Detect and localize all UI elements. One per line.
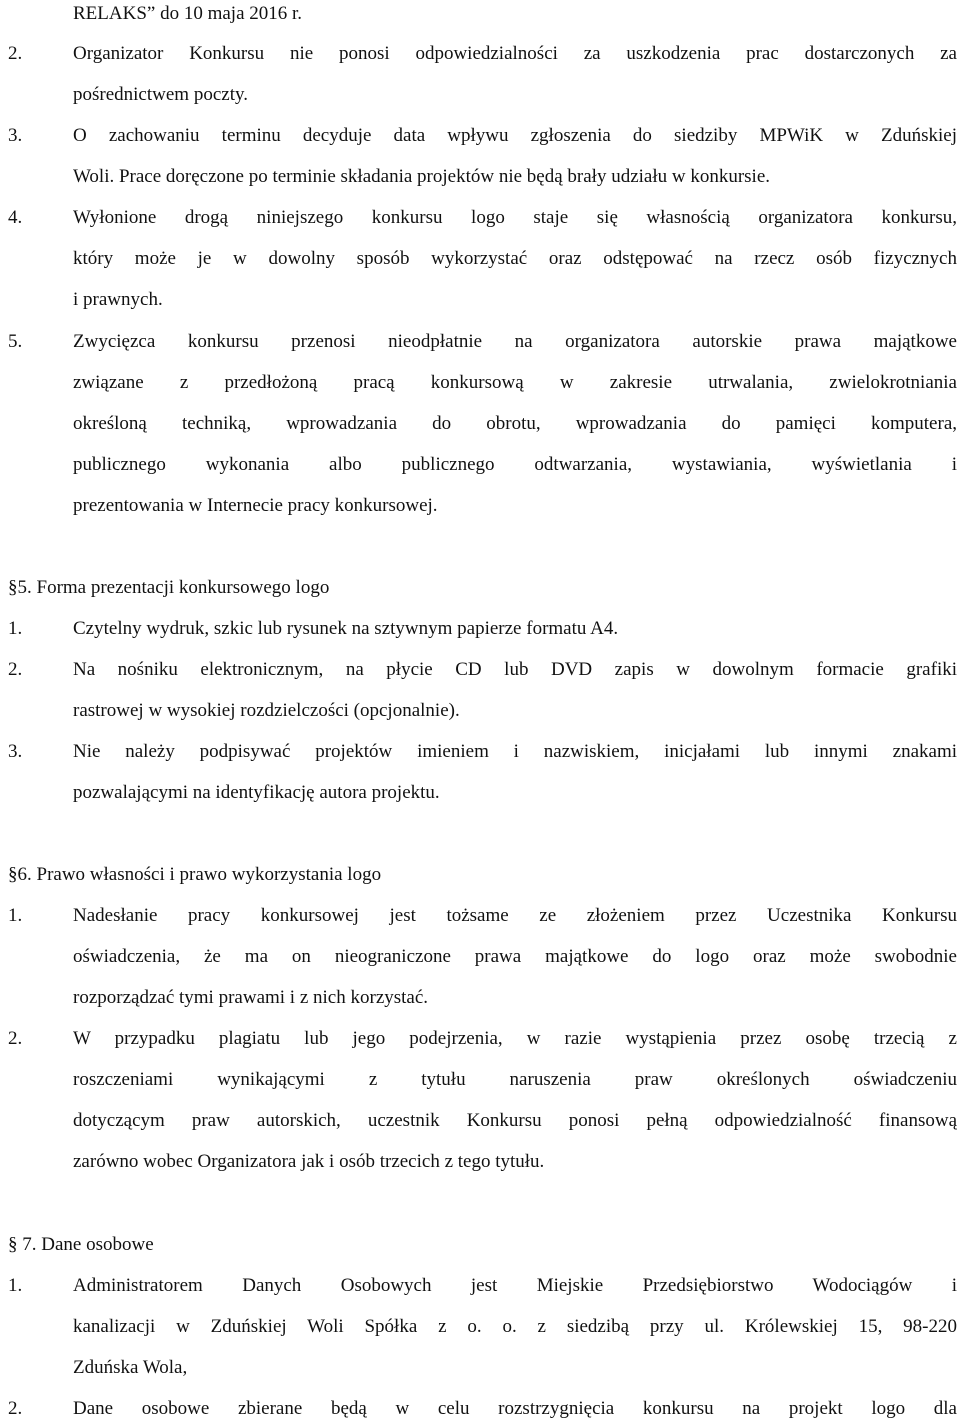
- item-text-line: prezentowania w Internecie pracy konkursowej.: [73, 495, 438, 516]
- item-text-line: Czytelny wydruk, szkic lub rysunek na sztywnym papierze formatu A4.: [73, 618, 619, 639]
- item-number: 2.: [8, 43, 23, 64]
- item-number: 4.: [8, 207, 23, 228]
- item-text-line: Zduńska Wola,: [73, 1357, 188, 1378]
- section-7-heading: § 7. Dane osobowe: [8, 1234, 154, 1255]
- item-text-line: Dane osobowe zbierane będą w celu rozstrzygnięcia konkursu na projekt logo dla: [73, 1398, 957, 1419]
- item-text-line: oświadczenia, że ma on nieograniczone prawa majątkowe do logo oraz może swobodnie: [73, 946, 957, 967]
- item-text-line: Nadesłanie pracy konkursowej jest tożsame ze złożeniem przez Uczestnika Konkursu: [73, 905, 957, 926]
- item-text-line: Organizator Konkursu nie ponosi odpowiedzialności za uszkodzenia prac dostarczonych za: [73, 43, 957, 64]
- item-text-line: pośrednictwem poczty.: [73, 84, 248, 105]
- item-number: 3.: [8, 125, 23, 146]
- item-number: 2.: [8, 1028, 23, 1049]
- item-text-line: Wyłonione drogą niniejszego konkursu logo staje się własnością organizatora konkursu,: [73, 207, 957, 228]
- item-text-line: określoną techniką, wprowadzania do obrotu, wprowadzania do pamięci komputera,: [73, 413, 957, 434]
- section-6-heading: §6. Prawo własności i prawo wykorzystania logo: [8, 864, 382, 885]
- item-text-line: O zachowaniu terminu decyduje data wpływu zgłoszenia do siedziby MPWiK w Zduńskiej: [73, 125, 957, 146]
- item-text-line: związane z przedłożoną pracą konkursową w zakresie utrwalania, zwielokrotniania: [73, 372, 957, 393]
- item-text-line: publicznego wykonania albo publicznego odtwarzania, wystawiania, wyświetlania i: [73, 454, 957, 475]
- item-number: 3.: [8, 741, 23, 762]
- item-text-line: W przypadku plagiatu lub jego podejrzenia, w razie wystąpienia przez osobę trzecią z: [73, 1028, 957, 1049]
- item-number: 5.: [8, 331, 23, 352]
- item-text-line: Zwycięzca konkursu przenosi nieodpłatnie na organizatora autorskie prawa majątkowe: [73, 331, 957, 352]
- item-number: 1.: [8, 1275, 23, 1296]
- item-number: 1.: [8, 618, 23, 639]
- item-text-line: rastrowej w wysokiej rozdzielczości (opcjonalnie).: [73, 700, 460, 721]
- item-text-line: dotyczącym praw autorskich, uczestnik Konkursu ponosi pełną odpowiedzialność finansową: [73, 1110, 957, 1131]
- top-line: [73, 2, 302, 26]
- section-5-heading: §5. Forma prezentacji konkursowego logo: [8, 577, 330, 598]
- item-number: 2.: [8, 1398, 23, 1419]
- item-text-line: który może je w dowolny sposób wykorzystać oraz odstępować na rzecz osób fizycznych: [73, 248, 957, 269]
- item-number: 2.: [8, 659, 23, 680]
- item-text-line: Administratorem Danych Osobowych jest Miejskie Przedsiębiorstwo Wodociągów i: [73, 1275, 957, 1296]
- item-text-line: zarówno wobec Organizatora jak i osób trzecich z tego tytułu.: [73, 1151, 545, 1172]
- item-text-line: kanalizacji w Zduńskiej Woli Spółka z o. o. z siedzibą przy ul. Królewskiej 15, 98-220: [73, 1316, 957, 1337]
- top-prefix: RELAKS”: [73, 3, 156, 24]
- item-text-line: Woli. Prace doręczone po terminie składania projektów nie będą brały udziału w konkursie.: [73, 166, 771, 187]
- deadline-date: do 10 maja 2016 r.: [160, 3, 303, 24]
- item-text-line: Na nośniku elektronicznym, na płycie CD lub DVD zapis w dowolnym formacie grafiki: [73, 659, 957, 680]
- item-number: 1.: [8, 905, 23, 926]
- item-text-line: i prawnych.: [73, 289, 163, 310]
- item-text-line: rozporządzać tymi prawami i z nich korzystać.: [73, 987, 429, 1008]
- item-text-line: Nie należy podpisywać projektów imieniem i nazwiskiem, inicjałami lub innymi znakami: [73, 741, 957, 762]
- item-text-line: pozwalającymi na identyfikację autora projektu.: [73, 782, 440, 803]
- item-text-line: roszczeniami wynikającymi z tytułu naruszenia praw określonych oświadczeniu: [73, 1069, 957, 1090]
